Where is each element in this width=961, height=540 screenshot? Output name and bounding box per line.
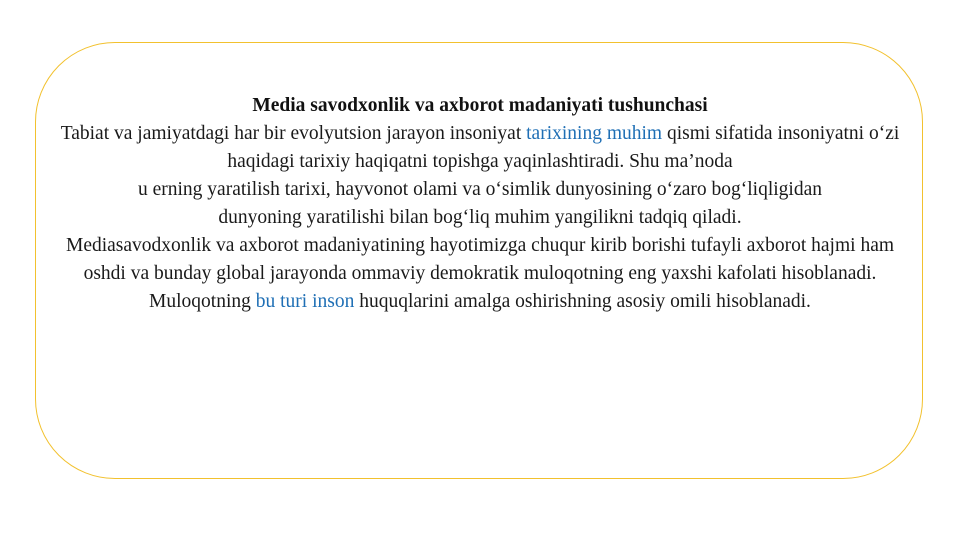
highlighted-phrase-1: tarixining muhim — [526, 123, 663, 144]
paragraph-1-text-end: qismi sifatida insoniyatni o‘zi haqidagi tarixiy haqiqatni topishga yaqinlashtiradi. Shu ma’noda — [227, 123, 900, 172]
text-body — [60, 92, 900, 316]
paragraph-2: u erning yaratilish tarixi, hayvonot olami va o‘simlik dunyosining o‘zaro bog‘liqligidan — [137, 179, 822, 200]
paragraph-4 — [60, 232, 900, 316]
paragraph-4-text-start: Mediasavodxonlik va axborot madaniyatining hayotimizga chuqur kirib borishi tufayli axborot hajmi ham oshdi va bunday global jarayonda ommaviy demokratik muloqotning eng yaxshi kafolati hisoblanadi. Muloqotning — [65, 235, 895, 312]
highlighted-phrase-2: bu turi inson — [255, 291, 355, 312]
paragraph-1 — [60, 120, 900, 176]
paragraph-3: dunyoning yaratilishi bilan bog‘liq muhim yangilikni tadqiq qiladi. — [218, 207, 742, 228]
paragraph-1-text-start: Tabiat va jamiyatdagi har bir evolyutsion jarayon insoniyat — [60, 123, 527, 144]
slide-title: Media savodxonlik va axborot madaniyati tushunchasi — [252, 95, 708, 116]
paragraph-4-text-end: huquqlarini amalga oshirishning asosiy omili hisoblanadi. — [354, 291, 811, 312]
